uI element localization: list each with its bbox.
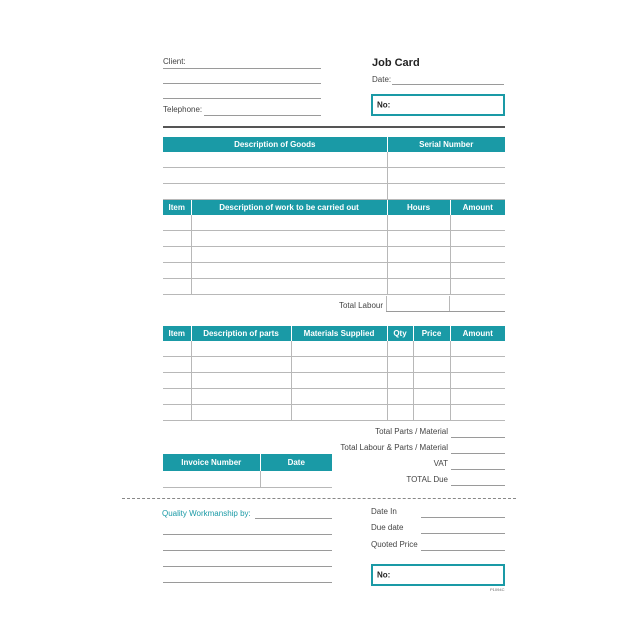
total-due-field[interactable] — [451, 485, 505, 486]
client-label: Client: — [163, 57, 186, 66]
total-labour-field[interactable] — [386, 311, 505, 312]
table-row — [163, 231, 505, 247]
goods-header-serial: Serial Number — [387, 137, 505, 152]
total-labour-parts-label: Total Labour & Parts / Material — [340, 443, 448, 452]
parts-header-description: Description of parts — [191, 326, 291, 341]
table-row — [163, 215, 505, 231]
quality-line-4[interactable] — [163, 566, 332, 567]
work-header-item: Item — [163, 200, 191, 215]
quality-line-3[interactable] — [163, 550, 332, 551]
total-due-label: TOTAL Due — [406, 475, 448, 484]
quality-workmanship-label: Quality Workmanship by: — [162, 509, 251, 518]
parts-table — [163, 326, 505, 421]
total-parts-field[interactable] — [451, 437, 505, 438]
total-labour-parts-field[interactable] — [451, 453, 505, 454]
quoted-price-label: Quoted Price — [371, 540, 418, 549]
total-parts-label: Total Parts / Material — [375, 427, 448, 436]
parts-header-price: Price — [413, 326, 450, 341]
job-number-box[interactable] — [371, 94, 505, 116]
parts-header-materials: Materials Supplied — [291, 326, 387, 341]
invoice-header-number: Invoice Number — [163, 454, 260, 471]
vat-field[interactable] — [451, 469, 505, 470]
due-date-label: Due date — [371, 523, 404, 532]
work-table — [163, 200, 505, 295]
table-row — [163, 389, 505, 405]
quality-line-2[interactable] — [163, 534, 332, 535]
total-labour-divider-mid — [449, 296, 450, 312]
due-date-field[interactable] — [421, 533, 505, 534]
total-labour-label: Total Labour — [338, 301, 383, 310]
goods-header-description: Description of Goods — [163, 137, 387, 152]
tear-off-line — [122, 498, 516, 499]
vat-label: VAT — [433, 459, 448, 468]
client-line-2[interactable] — [163, 83, 321, 84]
client-line-3[interactable] — [163, 98, 321, 99]
job-number-label: No: — [377, 100, 391, 110]
work-header-description: Description of work to be carried out — [191, 200, 387, 215]
table-row — [163, 373, 505, 389]
footer-number-box[interactable] — [371, 564, 505, 586]
table-row — [163, 168, 505, 184]
parts-header-item: Item — [163, 326, 191, 341]
table-row — [163, 247, 505, 263]
total-labour-divider-left — [386, 296, 387, 312]
table-row — [163, 471, 332, 488]
work-header-hours: Hours — [387, 200, 450, 215]
footer-number-label: No: — [377, 570, 391, 580]
client-line-1[interactable] — [163, 68, 321, 69]
date-in-label: Date In — [371, 507, 397, 516]
invoice-header-date: Date — [260, 454, 332, 471]
date-line[interactable] — [392, 84, 504, 85]
quality-line-5[interactable] — [163, 582, 332, 583]
parts-header-qty: Qty — [387, 326, 413, 341]
page-title: Job Card — [372, 57, 420, 69]
telephone-line[interactable] — [204, 115, 321, 116]
quality-line-1[interactable] — [255, 518, 332, 519]
table-row — [163, 357, 505, 373]
table-row — [163, 341, 505, 357]
table-row — [163, 184, 505, 200]
goods-table — [163, 137, 505, 200]
table-row — [163, 405, 505, 421]
invoice-table — [163, 454, 332, 488]
telephone-label: Telephone: — [163, 105, 203, 114]
form-code: P1094C — [490, 587, 505, 592]
header-divider — [163, 126, 505, 128]
work-header-amount: Amount — [450, 200, 505, 215]
date-label: Date: — [372, 75, 392, 84]
date-in-field[interactable] — [421, 517, 505, 518]
table-row — [163, 263, 505, 279]
table-row — [163, 152, 505, 168]
quoted-price-field[interactable] — [421, 550, 505, 551]
parts-header-amount: Amount — [450, 326, 505, 341]
table-row — [163, 279, 505, 295]
